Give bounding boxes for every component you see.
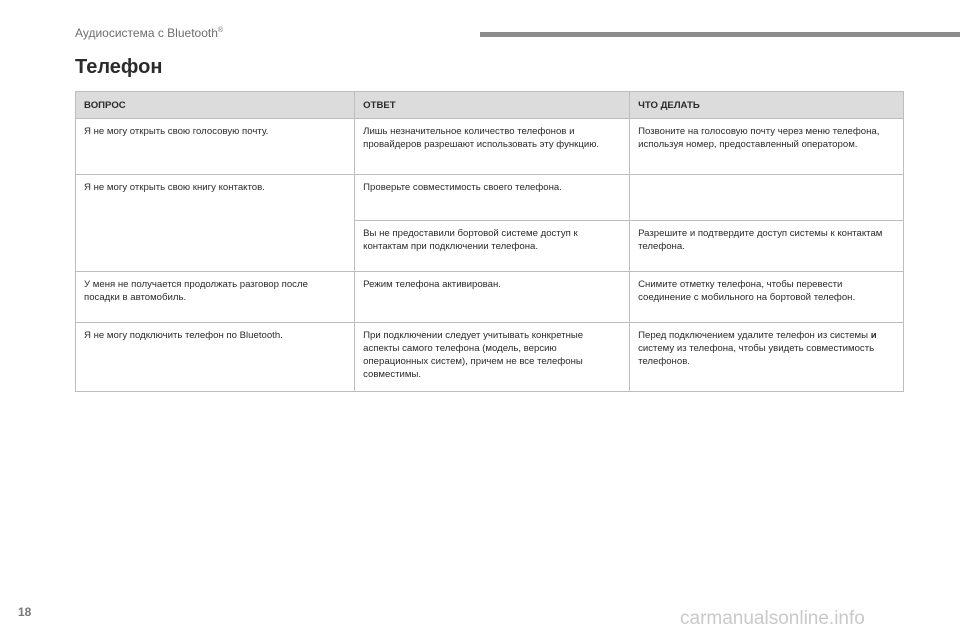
column-header-action: ЧТО ДЕЛАТЬ	[630, 92, 904, 119]
table-header-row	[76, 92, 904, 119]
header-rule	[480, 32, 960, 37]
page-title: Телефон	[75, 56, 163, 78]
table-row	[76, 272, 904, 323]
registered-mark: ®	[217, 27, 224, 34]
column-header-answer: ОТВЕТ	[355, 92, 630, 119]
answer-cell: Вы не предоставили бортовой системе доступ к контактам при подключении телефона.	[355, 221, 630, 272]
answer-cell: Режим телефона активирован.	[355, 272, 630, 323]
action-cell	[630, 175, 904, 221]
page-number: 18	[18, 605, 32, 619]
action-text-bold: и	[870, 330, 877, 341]
answer-cell: Лишь незначительное количество телефонов и провайдеров разрешают использовать эту функцию.	[355, 119, 630, 175]
table-row	[76, 119, 904, 175]
action-cell	[630, 323, 904, 392]
action-cell: Разрешите и подтвердите доступ системы к контактам телефона.	[630, 221, 904, 272]
question-cell: Я не могу открыть свою книгу контактов.	[76, 175, 355, 272]
question-cell: Я не могу подключить телефон по Bluetooth.	[76, 323, 355, 392]
watermark-text: carmanualsonline.info	[680, 608, 865, 629]
action-text-start: Перед подключением удалите телефон из системы	[638, 330, 871, 341]
faq-table	[75, 91, 904, 392]
table-row	[76, 323, 904, 392]
answer-cell: Проверьте совместимость своего телефона.	[355, 175, 630, 221]
action-cell: Позвоните на голосовую почту через меню телефона, используя номер, предоставленный оператором.	[630, 119, 904, 175]
column-header-question: ВОПРОС	[76, 92, 355, 119]
table-row	[76, 175, 904, 221]
section-header	[75, 26, 223, 40]
answer-cell: При подключении следует учитывать конкретные аспекты самого телефона (модель, версию операционных систем), причем не все телефоны совместимы.	[355, 323, 630, 392]
question-cell: Я не могу открыть свою голосовую почту.	[76, 119, 355, 175]
action-cell: Снимите отметку телефона, чтобы перевести соединение с мобильного на бортовой телефон.	[630, 272, 904, 323]
action-text-end: систему из телефона, чтобы увидеть совместимость телефонов.	[638, 343, 875, 367]
question-cell: У меня не получается продолжать разговор после посадки в автомобиль.	[76, 272, 355, 323]
section-header-text: Аудиосистема с Bluetooth	[75, 26, 218, 40]
